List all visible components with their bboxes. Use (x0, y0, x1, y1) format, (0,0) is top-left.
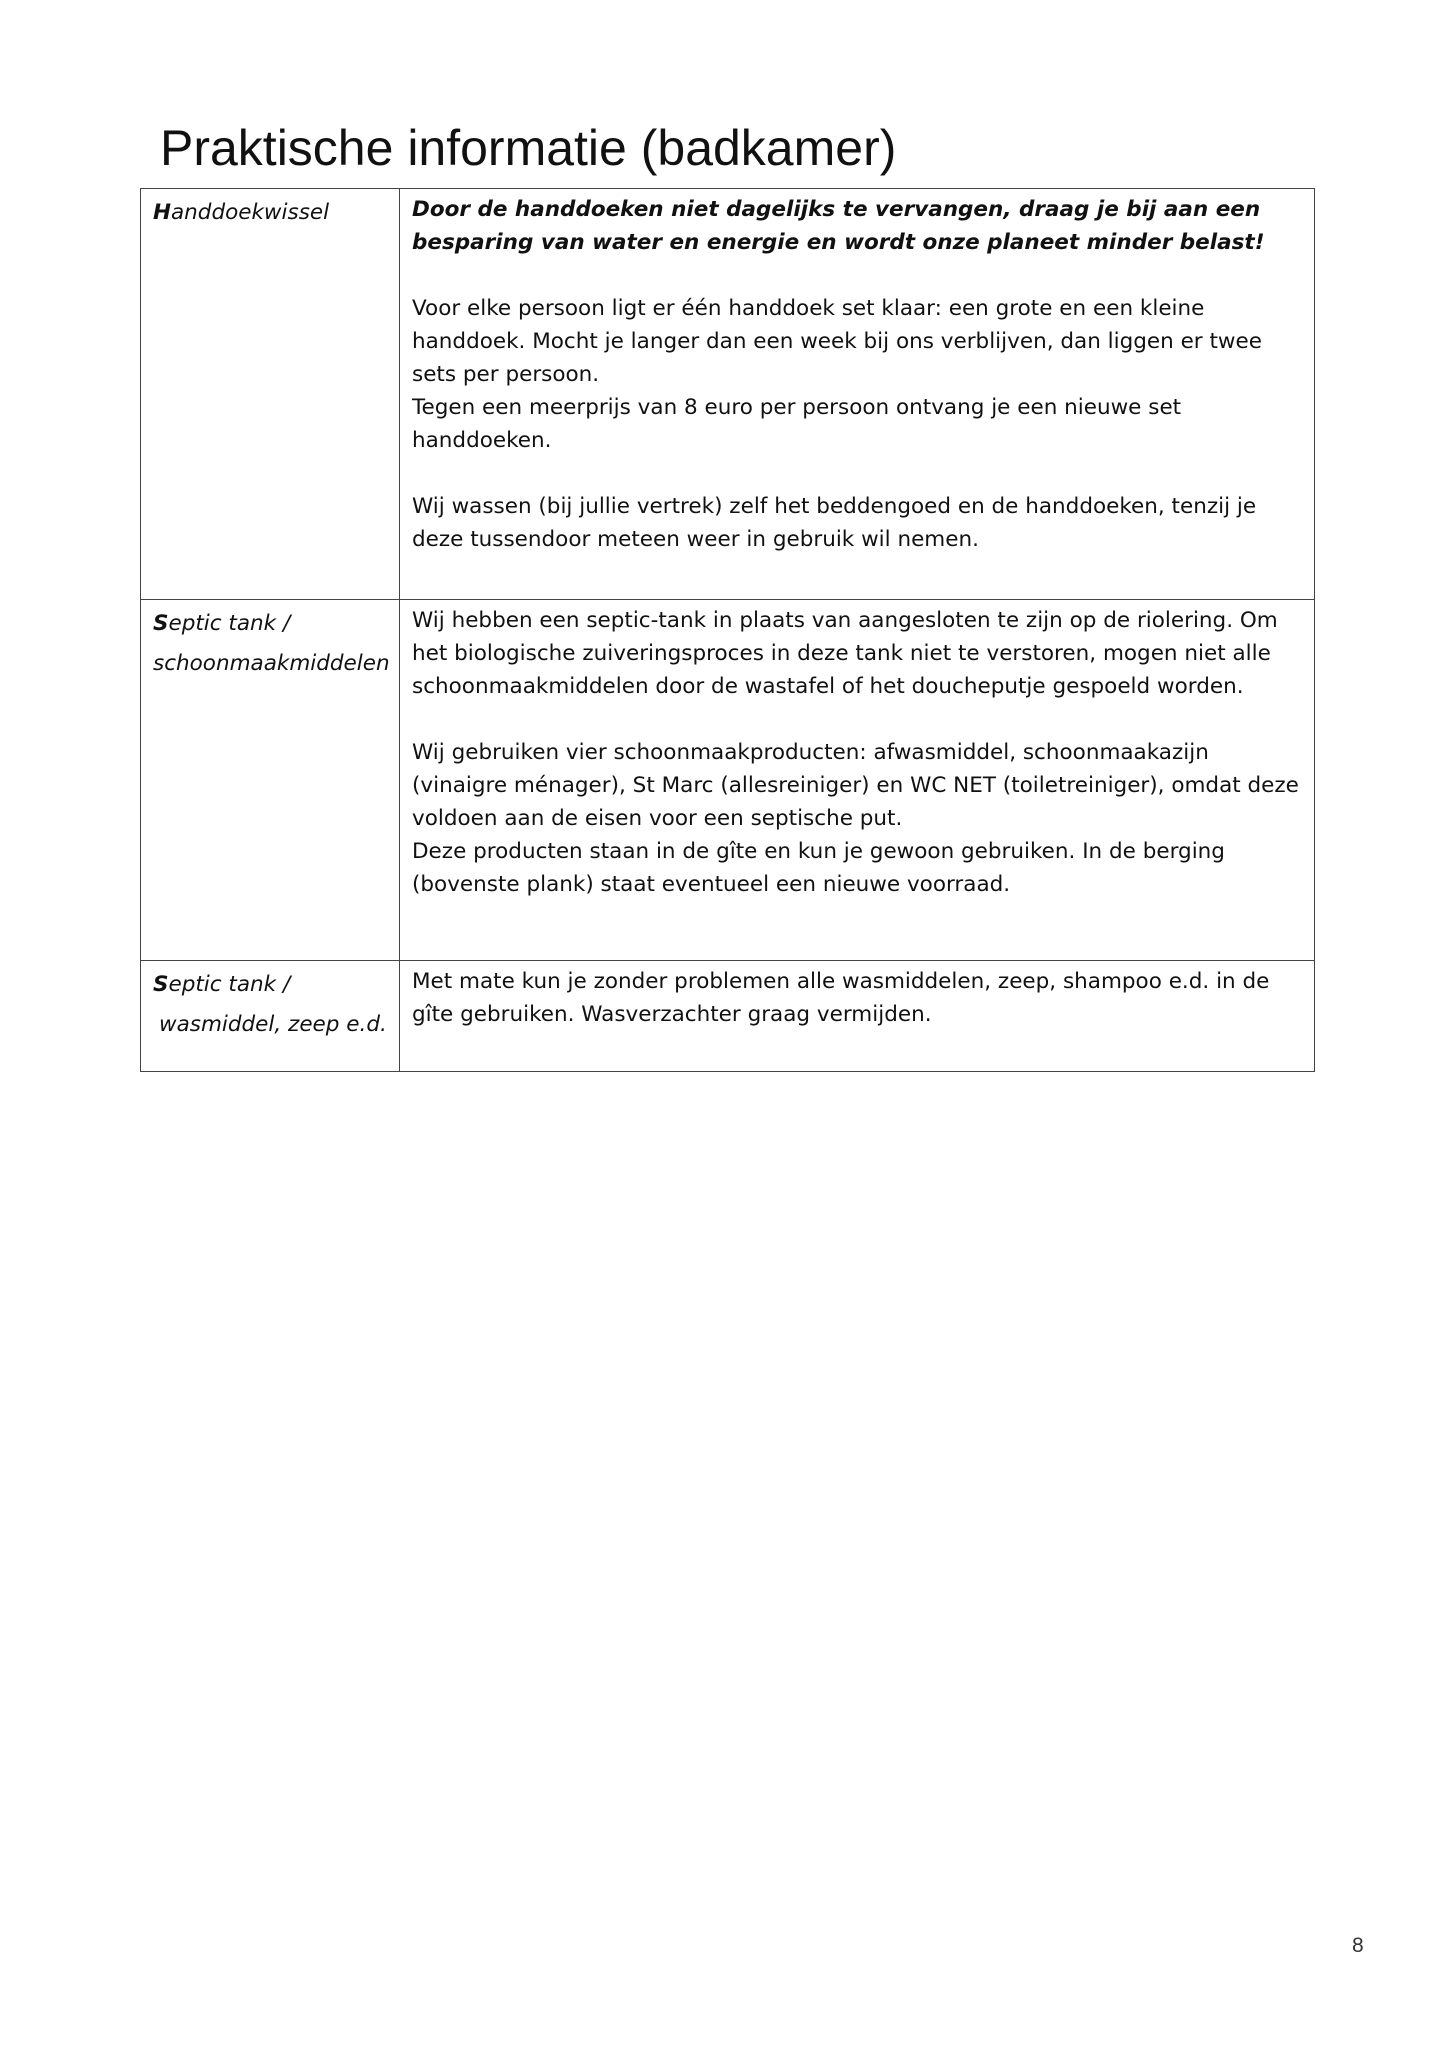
row-content (400, 600, 1315, 961)
row-label-text: anddoekwissel (171, 200, 330, 225)
paragraph: Wij wassen (bij jullie vertrek) zelf het beddengoed en de handdoeken, tenzij je deze tussendoor meteen weer in gebruik wil nemen. (412, 494, 1257, 552)
row-label-line (153, 965, 393, 1005)
info-table (140, 188, 1315, 1072)
row-label (141, 600, 400, 961)
row-label-text: eptic tank / (168, 611, 291, 636)
paragraph: Deze producten staan in de gîte en kun je gewoon gebruiken. In de berging (bovenste plank) staat eventueel een nieuwe voorraad. (412, 839, 1225, 897)
row-content (400, 189, 1315, 600)
page-number: 8 (1352, 1934, 1364, 1957)
row-label-initial: S (153, 972, 169, 997)
row-label-text: eptic tank / (168, 972, 291, 997)
row-content (400, 961, 1315, 1072)
row-label-line (153, 193, 393, 233)
row-label (141, 189, 400, 600)
paragraph: Voor elke persoon ligt er één handdoek set klaar: een grote en een kleine handdoek. Mocht je langer dan een week bij ons verblijven, dan liggen er twee sets per persoon. (412, 296, 1262, 387)
table-row-septic-schoonmaakmiddelen (141, 600, 1315, 961)
row-label-line (153, 604, 393, 644)
row-label (141, 961, 400, 1072)
row-label-initial: H (153, 200, 171, 225)
paragraph: Wij hebben een septic-tank in plaats van aangesloten te zijn op de riolering. Om het biologische zuiveringsproces in deze tank niet te verstoren, mogen niet alle schoonmaakmiddelen door de wastafel of het doucheputje gespoeld worden. (412, 608, 1278, 699)
paragraph: Wij gebruiken vier schoonmaakproducten: afwasmiddel, schoonmaakazijn (vinaigre ménager), St Marc (allesreiniger) en WC NET (toiletreiniger), omdat deze voldoen aan de eisen voor een septische put. (412, 740, 1299, 831)
page-title: Praktische informatie (badkamer) (160, 120, 897, 176)
row-label-initial: S (153, 611, 169, 636)
table-row-handdoekwissel (141, 189, 1315, 600)
table-row-septic-wasmiddel (141, 961, 1315, 1072)
paragraph: Tegen een meerprijs van 8 euro per persoon ontvang je een nieuwe set handdoeken. (412, 395, 1182, 453)
row-label-line2: wasmiddel, zeep e.d. (159, 1012, 387, 1037)
paragraph: Met mate kun je zonder problemen alle wasmiddelen, zeep, shampoo e.d. in de gîte gebruiken. Wasverzachter graag vermijden. (412, 969, 1270, 1027)
intro-paragraph: Door de handdoeken niet dagelijks te vervangen, draag je bij aan een besparing van water en energie en wordt onze planeet minder belast! (412, 197, 1265, 255)
row-label-line2: schoonmaakmiddelen (153, 651, 390, 676)
